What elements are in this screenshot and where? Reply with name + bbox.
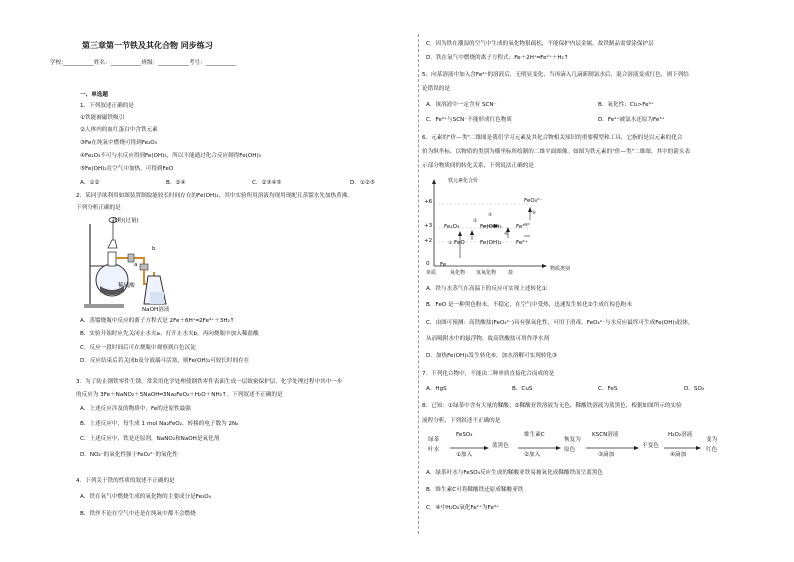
q4-option-b[interactable]: B．铁丝不论在空气中还是在纯氧中都不会燃烧	[80, 511, 196, 517]
flow-start-line2: 叶水	[428, 447, 440, 453]
chart-x-tick-element: 单质	[426, 270, 437, 276]
q3-option-d[interactable]: D．NO₂⁻的氧化性强于FeO₂²⁻的氧化性	[80, 452, 178, 458]
q8-option-a[interactable]: A．绿茶叶水与FeSO₄反应生成的鞣酸亚铁易被氧化成鞣酸铁而呈蓝黑色	[426, 470, 604, 476]
q2-option-d[interactable]: D．反应结束后若关闭b及分液漏斗活塞，则Fe(OH)₂可较长时间存在	[80, 358, 250, 364]
q3-stem-line1: 3．为了防止钢铁零件生锈，常采用化学处理使钢铁零件表面生成一层致密保护层，化学处理过程中其中一步	[76, 379, 343, 385]
q6-option-c[interactable]: C．由图可预测：高铁酸盐(FeO₄²⁻)具有强氧化性，可用于消毒。FeO₄²⁻与水反应最终可生成Fe(OH)₃胶体，	[426, 320, 694, 326]
arrow-label-3: ③	[488, 213, 493, 218]
species-fe: Fe	[440, 262, 447, 268]
page-title: 第三章第一节铁及其化合物 同步练习	[82, 41, 213, 50]
q1-option-b[interactable]: B．②④	[166, 180, 186, 186]
q5-stem-line2: 论错误的是	[422, 86, 450, 92]
q3-stem-line2: 的反应为 3Fe＋NaNO₂＋5NaOH═3Na₂FeO₂＋H₂O＋NH₃↑。下列叙述不正确的是	[76, 392, 283, 398]
student-info-line: 学校:___________姓名：___________班级：___________考号：___________	[50, 60, 237, 66]
flow-product-1: 蓝黑色	[492, 443, 509, 449]
label-iron-powder: 铁粉(过量)	[112, 218, 139, 224]
chart-y-tick-plus6: +6	[424, 199, 433, 205]
flow-step-1: ①加入	[456, 452, 473, 458]
q6-option-c-cont: 从而吸附水中的悬浮物，故高铁酸盐可用作净水剂	[426, 336, 550, 342]
q6-stem-line2: 价为纵坐标，以物质的类别为横坐标所绘制的二维平面图像。如图为铁元素的"价—类"二维图，其中的箭头表	[422, 149, 691, 155]
chart-x-tick-oxide: 氧化物	[450, 270, 466, 276]
q1-item-3: ③Fe在纯氧中燃烧可得到Fe₂O₃	[80, 140, 157, 146]
q6-option-a[interactable]: A．铁与水蒸气在高温下的反应可实现上述转化①	[426, 286, 547, 292]
q4-option-a[interactable]: A．铁在氧气中燃烧生成的氧化物的主要成分是Fe₃O₄	[80, 494, 211, 500]
species-feo: FeO	[454, 240, 465, 246]
q7-option-a[interactable]: A．HgS	[426, 386, 447, 392]
chart-x-tick-hydroxide: 氢氧化物	[476, 270, 497, 276]
q1-item-1: ①铁能被磁铁吸引	[80, 115, 125, 121]
arrow-label-2: ②	[473, 219, 478, 224]
q2-option-c[interactable]: C．反应一段时间后可在烧瓶中观察到白色沉淀	[80, 345, 196, 351]
q3-option-a[interactable]: A．上述反应涉及的物质中，Fe的还原性最强	[80, 406, 191, 412]
flow-step-2: ②加入	[524, 452, 541, 458]
arrow-label-4: ④	[504, 232, 509, 237]
q4-stem: 4．下列关于铁的性质的叙述不正确的是	[76, 478, 175, 484]
q6-stem-line3: 示部分物质间的转化关系，下列说法正确的是	[422, 163, 534, 169]
q8-stem-line2: 流程分析，下列叙述不正确的是	[422, 418, 501, 424]
flow-reagent-4: H₂O₂溶液	[668, 432, 693, 438]
q8-option-b[interactable]: B．维生素C可将鞣酸铁还原成鞣酸亚铁	[426, 487, 524, 493]
q1-item-4: ④Fe₂O₃不可与水反应得到Fe(OH)₃，所以不能通过化合反应制得Fe(OH)₃	[80, 153, 261, 159]
flow-product-4-line1: 变为	[706, 437, 718, 443]
q7-options	[426, 386, 734, 393]
flow-reagent-1: FeSO₄	[456, 432, 473, 438]
flow-product-4-line2: 红色	[706, 447, 718, 453]
species-fe2plus: Fe²⁺	[516, 240, 528, 246]
q1-stem: 1．下列叙述正确的是	[80, 103, 134, 109]
flow-reagent-3: KSCN溶液	[592, 432, 619, 438]
q6-option-d[interactable]: D．加热Fe(OH)₃发生转化⑥，加水溶解可实现转化③	[426, 353, 557, 359]
chart-y-tick-plus2: +2	[424, 238, 433, 244]
species-feo4: FeO₄²⁻	[524, 198, 543, 204]
q1-item-5: ⑤Fe(OH)₂在空气中加热，可得到FeO	[80, 166, 174, 172]
q7-option-c[interactable]: C．FeS	[598, 386, 618, 392]
q2-option-a[interactable]: A．蒸馏烧瓶中反应的离子方程式是 2Fe＋6H⁺═2Fe³⁺＋3H₂↑	[80, 318, 235, 324]
flow-step-3: ③滴加	[598, 452, 615, 458]
q1-option-a[interactable]: A．①②	[80, 180, 100, 186]
species-feoh2: Fe(OH)₂	[480, 240, 502, 246]
q5-option-a[interactable]: A．该溶液中一定含有 SCN⁻	[426, 102, 497, 108]
q1-item-2: ②人体内的血红蛋白中含铁元素	[80, 127, 158, 133]
q7-option-d[interactable]: D．SO₂	[684, 386, 705, 392]
chart-x-tick-salt: 盐	[508, 270, 514, 276]
column-divider	[418, 34, 419, 534]
q1-option-d[interactable]: D．①②⑤	[350, 180, 375, 186]
q1-option-c[interactable]: C．②③④⑤	[252, 180, 282, 186]
q3-option-b[interactable]: B．上述反应中，每生成 1 mol Na₂FeO₂，转移的电子数为 2Nₐ	[80, 421, 239, 427]
label-valve-b: b	[152, 246, 156, 252]
q7-stem: 7．下列化合物中，不能由二种单质直接化合而成的是	[422, 371, 555, 377]
q2-stem-line1: 2．某同学欲利用如图装置制取能较长时间存在的Fe(OH)₂，其中实验所用溶液均现用现配且蒸馏水先加热煮沸。	[76, 193, 353, 199]
q5-option-c[interactable]: C．Fe²⁺与SCN⁻不能形成红色物质	[426, 117, 512, 123]
q3-option-c[interactable]: C．上述反应中，铁是还原剂，NaNO₂和NaOH是氧化剂	[80, 436, 220, 442]
apparatus-diagram	[84, 214, 180, 314]
species-feoh3: Fe(OH)₃	[480, 224, 502, 230]
q8-option-c[interactable]: C．④中H₂O₂氧化Fe²⁺为Fe³⁺	[426, 505, 500, 511]
flow-product-2-line2: 原色	[564, 447, 576, 453]
flow-product-2-line1: 恢复为	[564, 437, 581, 443]
species-fe3plus: Fe³⁺	[516, 224, 528, 230]
flow-product-3: 不变色	[642, 443, 659, 449]
q2-stem-line2: 下列分析正确的是	[76, 205, 121, 211]
label-naoh-solution: NaOH溶液	[142, 307, 170, 313]
q6-stem-line1: 6．元素的"价—类"二维图是我们学习元素及其化合物相关知识的重要模型和工具，它指的是以元素的化合	[422, 135, 683, 141]
q2-option-b[interactable]: B．实验开始时应先关闭止水夹a、打开止水夹b，再向烧瓶中加入稀盐酸	[80, 331, 259, 337]
q4-option-c[interactable]: C．因为铁在潮湿的空气中生成的氧化物很疏松，不能保护内层金属，故铁制品需要涂保护层	[426, 41, 654, 47]
chart-x-axis-label: 物质类别	[550, 266, 571, 272]
flow-reagent-2: 维生素C	[524, 432, 545, 438]
q5-option-d[interactable]: D．Fe²⁺被氯水还原为Fe³⁺	[598, 117, 665, 123]
q8-stem-line1: 8．已知：①绿茶中含有大量的鞣酸；②鞣酸亚铁溶液为无色，鞣酸铁溶液为蓝黑色，根据如图所示的实验	[422, 403, 682, 409]
q5-stem-line1: 5．向某溶液中加入含Fe²⁺的溶液后，无明显变化，当再滴入几滴新制氯水后，混合溶液变成红色，则下列结	[422, 72, 689, 78]
chart-y-axis-label: 铁元素化合价	[448, 178, 479, 184]
arrow-label-5: ⑤	[532, 211, 537, 216]
q7-option-b[interactable]: B．CuS	[512, 386, 533, 392]
q4-option-d[interactable]: D．铁在氧气中燃烧的离子方程式：Fe＋2H⁺═Fe²⁺＋H₂↑	[426, 55, 569, 61]
q1-options	[80, 180, 405, 187]
species-fe2o3: Fe₂O₃	[444, 224, 460, 230]
section-heading: 一、单选题	[80, 92, 108, 98]
flow-start-line1: 绿茶	[428, 437, 440, 443]
chart-y-tick-plus3: +3	[424, 223, 433, 229]
flow-step-4: ④滴加	[670, 452, 687, 458]
arrow-label-1: ①	[448, 241, 453, 246]
chart-y-tick-zero: 0	[426, 261, 430, 267]
label-dilute-acid: 稀硫酸	[118, 283, 135, 289]
q6-option-b[interactable]: B．FeO 是一种黑色粉末，不稳定，在空气中受热，迅速发生转化②生成红棕色粉末	[426, 302, 632, 308]
q5-option-b[interactable]: B．氧化性：Cl₂>Fe³⁺	[598, 102, 654, 108]
label-valve-a: a	[134, 262, 138, 268]
